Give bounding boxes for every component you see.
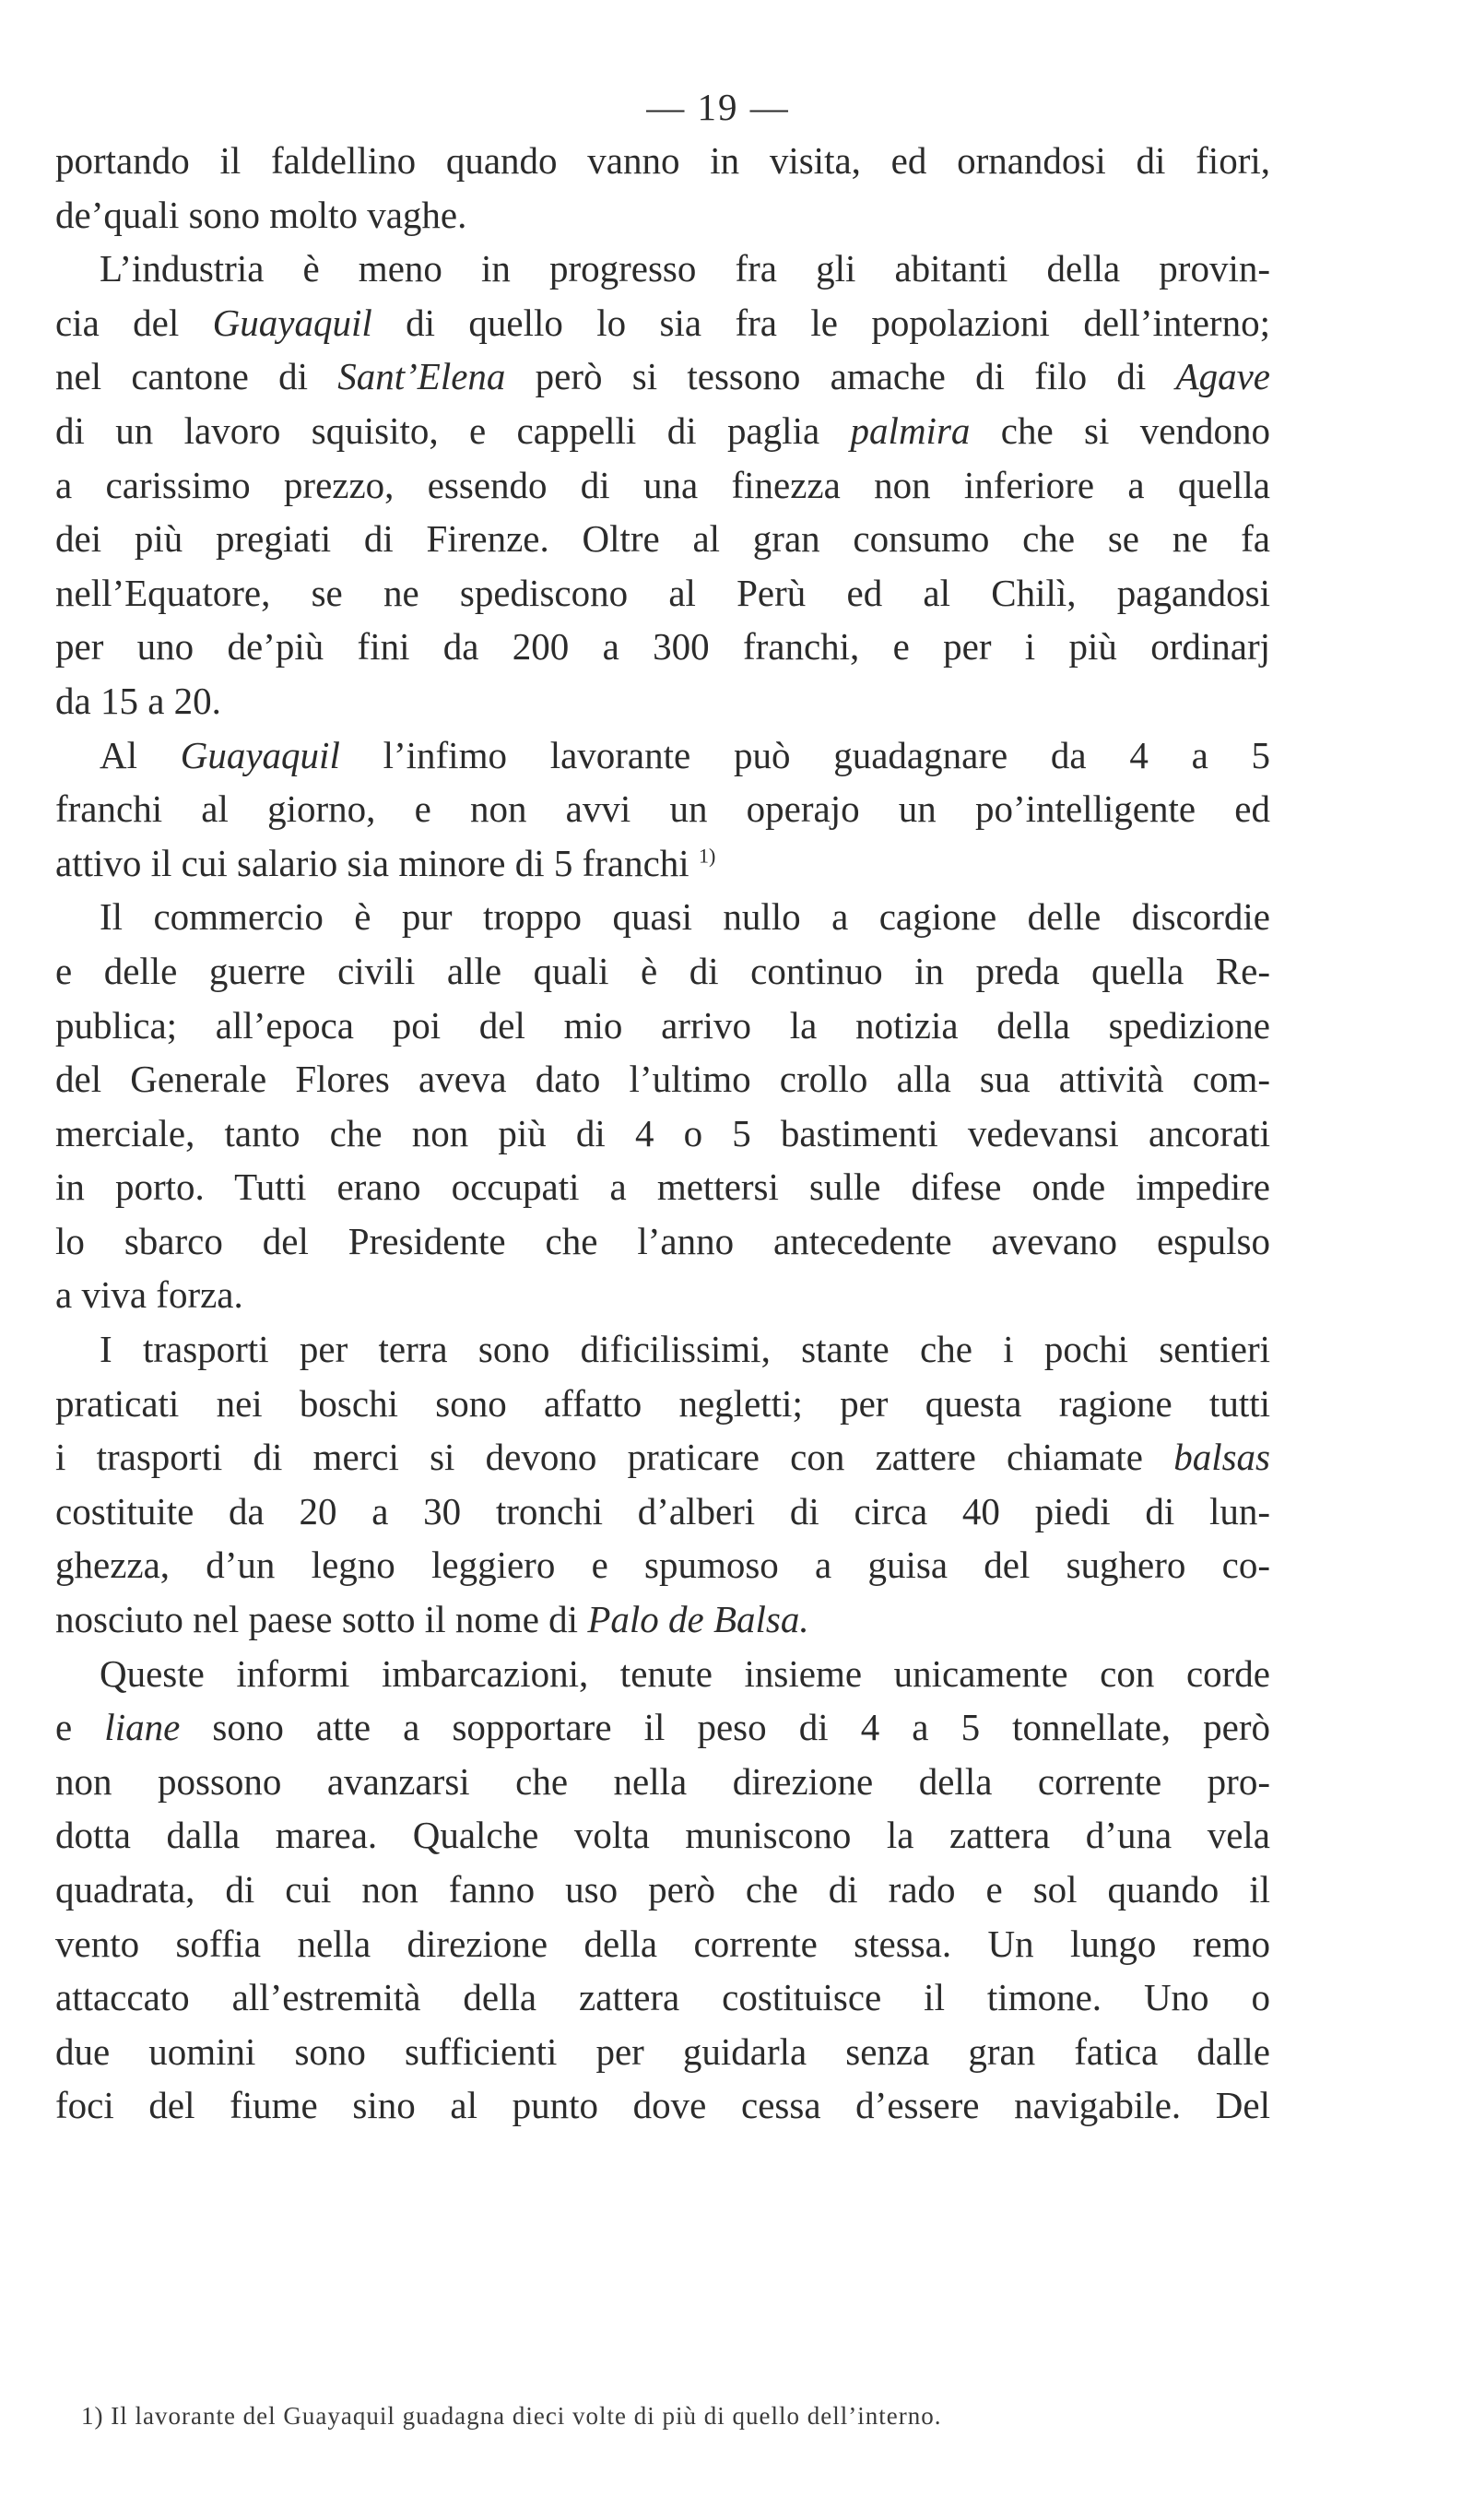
text-run: quadrata, di cui non fanno uso però che di rado e sol quando il xyxy=(55,1868,1270,1911)
text-line xyxy=(55,1755,1270,1809)
text-line xyxy=(55,188,1270,243)
text-line xyxy=(55,1214,1270,1269)
text-line xyxy=(55,1647,1270,1701)
footnote-marker: 1) xyxy=(698,844,716,868)
text-line xyxy=(55,1485,1270,1539)
text-line xyxy=(55,404,1270,458)
text-line xyxy=(55,1970,1270,2025)
text-line xyxy=(55,1377,1270,1431)
text-line xyxy=(55,1700,1270,1755)
text-line xyxy=(55,674,1270,728)
text-line xyxy=(55,1808,1270,1863)
italic-term: Guayaquil xyxy=(212,301,372,344)
text-run: dei più pregiati di Firenze. Oltre al gran consumo che se ne fa xyxy=(55,517,1270,561)
body-text xyxy=(55,134,1270,2133)
text-line xyxy=(55,566,1270,621)
italic-term: Palo de Balsa. xyxy=(587,1598,809,1641)
text-run: per uno de’più fini da 200 a 300 franchi, e per i più ordinarj xyxy=(55,625,1270,668)
text-line xyxy=(55,782,1270,836)
text-run: di quello lo sia fra le popolazioni dell’interno; xyxy=(371,301,1270,344)
text-run: publica; all’epoca poi del mio arrivo la notizia della spedizione xyxy=(55,1003,1270,1047)
text-run: attaccato all’estremità della zattera costituisce il timone. Uno o xyxy=(55,1976,1270,2019)
text-run: sono atte a sopportare il peso di 4 a 5 tonnellate, però xyxy=(180,1706,1270,1749)
text-run: Il commercio è pur troppo quasi nullo a cagione delle discordie xyxy=(100,895,1270,939)
text-run: a viva forza. xyxy=(55,1273,243,1317)
text-run: ghezza, d’un legno leggiero e spumoso a guisa del sughero co- xyxy=(55,1544,1270,1587)
text-line xyxy=(55,1322,1270,1377)
text-run: foci del fiume sino al punto dove cessa d’essere navigabile. Del xyxy=(55,2084,1270,2127)
text-run: di un lavoro squisito, e cappelli di paglia xyxy=(55,408,851,452)
text-run: e xyxy=(55,1706,105,1749)
text-run: dotta dalla marea. Qualche volta muniscono la zattera d’una vela xyxy=(55,1814,1270,1857)
text-line xyxy=(55,1917,1270,1971)
text-line xyxy=(55,458,1270,513)
text-line xyxy=(55,1268,1270,1322)
text-run: franchi al giorno, e non avvi un operajo un po’intelligente ed xyxy=(55,787,1270,831)
text-run: non possono avanzarsi che nella direzione della corrente pro- xyxy=(55,1759,1270,1803)
text-run: nel cantone di xyxy=(55,355,338,398)
text-line xyxy=(55,1106,1270,1161)
text-line xyxy=(55,728,1270,783)
text-run: attivo il cui salario sia minore di 5 franchi xyxy=(55,841,699,884)
text-run: praticati nei boschi sono affatto negletti; per questa ragione tutti xyxy=(55,1381,1270,1425)
text-run: i trasporti di merci si devono praticare con zattere chiamate xyxy=(55,1436,1174,1479)
text-line xyxy=(55,349,1270,404)
text-run: nosciuto nel paese sotto il nome di xyxy=(55,1598,588,1641)
text-line xyxy=(55,2078,1270,2133)
text-run: merciale, tanto che non più di 4 o 5 bastimenti vedevansi ancorati xyxy=(55,1111,1270,1154)
italic-term: palmira xyxy=(850,408,971,452)
text-run: costituite da 20 a 30 tronchi d’alberi di circa 40 piedi di lun- xyxy=(55,1489,1270,1532)
text-line xyxy=(55,1538,1270,1592)
text-run: vento soffia nella direzione della corrente stessa. Un lungo remo xyxy=(55,1922,1270,1965)
italic-term: liane xyxy=(104,1706,181,1749)
text-run: lo sbarco del Presidente che l’anno antecedente avevano espulso xyxy=(55,1219,1270,1262)
text-line xyxy=(55,296,1270,350)
text-line xyxy=(55,890,1270,944)
text-run: del Generale Flores aveva dato l’ultimo crollo alla sua attività com- xyxy=(55,1058,1270,1101)
text-run: Al xyxy=(100,733,181,776)
italic-term: balsas xyxy=(1173,1436,1270,1479)
text-line xyxy=(55,836,1270,891)
text-line xyxy=(55,1160,1270,1214)
text-run: Queste informi imbarcazioni, tenute insieme unicamente con corde xyxy=(100,1651,1270,1695)
text-line xyxy=(55,242,1270,296)
text-line xyxy=(55,1052,1270,1106)
text-line xyxy=(55,999,1270,1053)
italic-term: Sant’Elena xyxy=(337,355,506,398)
text-line xyxy=(55,1430,1270,1485)
text-line xyxy=(55,1592,1270,1647)
text-line xyxy=(55,512,1270,566)
text-run: e delle guerre civili alle quali è di continuo in preda quella Re- xyxy=(55,949,1270,992)
text-run: però si tessono amache di filo di xyxy=(505,355,1176,398)
text-run: de’quali sono molto vaghe. xyxy=(55,193,467,236)
text-run: a carissimo prezzo, essendo di una finezza non inferiore a quella xyxy=(55,463,1270,506)
text-run: L’industria è meno in progresso fra gli abitanti della provin- xyxy=(100,247,1270,290)
text-run: l’infimo lavorante può guadagnare da 4 a 5 xyxy=(339,733,1271,776)
text-run: che si vendono xyxy=(970,408,1270,452)
text-run: due uomini sono sufficienti per guidarla senza gran fatica dalle xyxy=(55,2029,1270,2073)
text-run: portando il faldellino quando vanno in visita, ed ornandosi di fiori, xyxy=(55,139,1270,182)
text-line xyxy=(55,2025,1270,2079)
italic-term: Guayaquil xyxy=(180,733,340,776)
text-line xyxy=(55,620,1270,674)
text-line xyxy=(55,944,1270,999)
italic-term: Agave xyxy=(1175,355,1270,398)
text-run: in porto. Tutti erano occupati a mettersi sulle difese onde impedire xyxy=(55,1165,1270,1209)
text-run: nell’Equatore, se ne spediscono al Perù ed al Chilì, pagandosi xyxy=(55,571,1270,614)
text-run: da 15 a 20. xyxy=(55,679,221,722)
text-run: I trasporti per terra sono dificilissimi, stante che i pochi sentieri xyxy=(100,1328,1270,1371)
text-line xyxy=(55,134,1270,188)
footnote: 1) Il lavorante del Guayaquil guadagna dieci volte di più di quello dell’interno. xyxy=(81,2402,942,2430)
text-line xyxy=(55,1863,1270,1917)
page-number-header: — 19 — xyxy=(646,86,790,128)
text-run: cia del xyxy=(55,301,213,344)
